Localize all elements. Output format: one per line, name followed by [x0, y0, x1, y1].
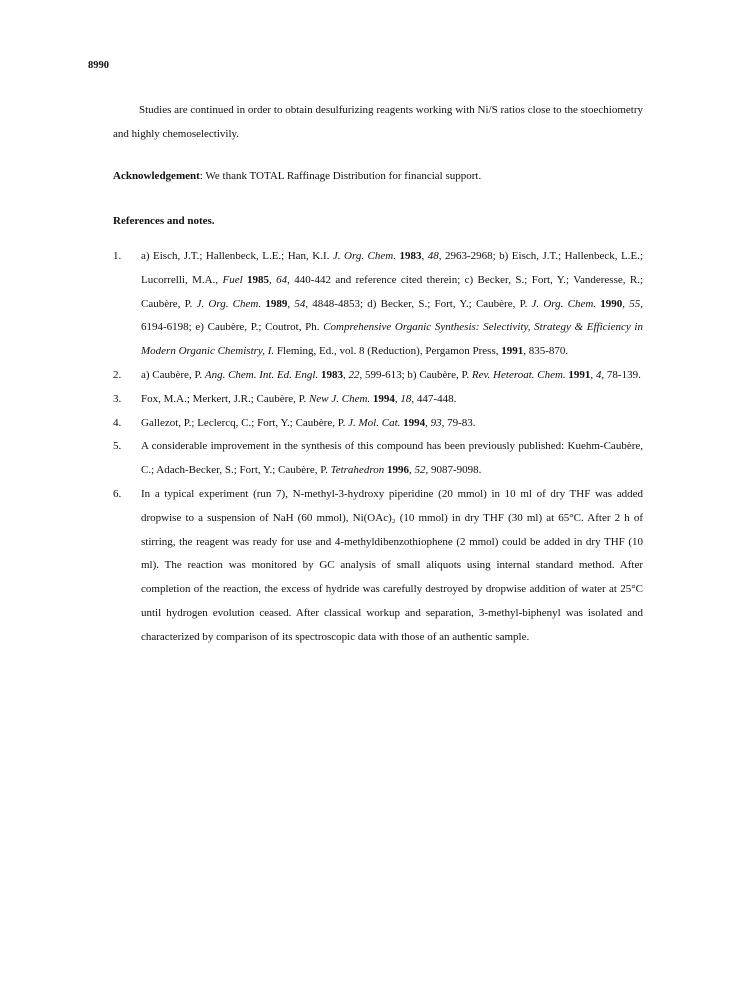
reference-text-run: J. Mol. Cat.: [348, 416, 401, 429]
reference-text-run: 1996: [386, 464, 409, 477]
reference-text-run: 4: [595, 368, 602, 381]
reference-text: [141, 417, 476, 429]
reference-text: [141, 440, 643, 476]
reference-item: [113, 412, 643, 436]
reference-number: 1.: [113, 250, 122, 262]
reference-text-run: J. Org. Chem.: [531, 297, 597, 310]
reference-text: [141, 250, 643, 357]
reference-text-run: 22: [348, 368, 360, 381]
reference-text-run: Ang. Chem. Int. Ed. Engl.: [204, 368, 319, 381]
reference-text-run: 1989: [265, 297, 288, 310]
reference-text-run: 1994: [403, 416, 426, 429]
reference-number: 6.: [113, 487, 122, 500]
reference-text-run: J. Org. Chem.: [196, 297, 262, 310]
references-heading-block: [113, 210, 643, 234]
reference-text-run: , 835-870.: [523, 345, 569, 358]
reference-text-run: 52: [414, 464, 426, 477]
reference-text: [141, 488, 643, 643]
reference-text-run: ,: [287, 297, 295, 310]
reference-text-run: ,: [425, 416, 431, 429]
reference-text-run: 54: [294, 297, 306, 310]
reference-text-run: 1991: [501, 345, 524, 358]
reference-text-run: ,: [408, 464, 415, 477]
reference-text-run: 1983: [320, 368, 343, 381]
reference-text-run: Comprehensive Organic Synthesis: Selectivity, Strategy & Efficiency in Modern Organic Chemistry, I.: [141, 321, 643, 358]
reference-text-run: ,: [269, 273, 277, 286]
reference-text-run: 1990: [600, 297, 623, 310]
reference-text-run: Fox, M.A.; Merkert, J.R.; Caubère, P.: [141, 392, 310, 405]
reference-text-run: ,: [622, 297, 630, 310]
reference-text-run: 64: [276, 273, 288, 286]
reference-number: 2.: [113, 368, 122, 381]
reference-text-run: New J. Chem.: [309, 392, 371, 405]
reference-text-run: Rev. Heteroat. Chem.: [471, 368, 566, 381]
reference-item: [113, 435, 643, 483]
reference-text-run: ,: [421, 250, 428, 262]
reference-text-run: 1991: [568, 368, 591, 381]
acknowledgement-block: [113, 165, 643, 189]
reference-text-run: , 9087-9098.: [425, 464, 482, 477]
reference-number: 3.: [113, 392, 122, 405]
reference-text-run: 48: [427, 250, 439, 262]
acknowledgement-text: : We thank TOTAL Raffinage Distribution for financial support.: [199, 170, 482, 182]
reference-number: 5.: [113, 440, 122, 453]
reference-item: [113, 245, 643, 364]
reference-text-run: 93: [430, 416, 442, 429]
acknowledgement-label: Acknowledgement: [113, 170, 200, 182]
reference-text-run: , 599-613; b) Caubère, P.: [359, 368, 472, 381]
reference-text-run: , 6194-6198; e) Caubère, P.; Coutrot, Ph.: [141, 297, 644, 334]
intro-paragraph: Studies are continued in order to obtain desulfurizing reagents working with Ni/S ratios close to the stoechiometry and highly chemoselectivily.: [113, 104, 643, 140]
reference-text-run: 18: [400, 392, 412, 405]
acknowledgement: [113, 165, 643, 189]
reference-text-run: ,: [394, 392, 401, 405]
reference-text-run: , 2963-2968; b) Eisch, J.T.; Hallenbeck, L.E.; Lucorrelli, M.A.,: [141, 250, 643, 286]
reference-text-run: 1983: [399, 250, 422, 262]
reference-text-run: Tetrahedron: [330, 464, 385, 477]
intro-paragraph-block: [113, 99, 643, 146]
reference-text-run: Fuel: [222, 273, 243, 286]
reference-text-run: Fleming, Ed., vol. 8 (Reduction), Pergamon Press,: [274, 345, 502, 358]
reference-text-run: A considerable improvement in the synthesis of this compound has been previously published: Kuehm-Caubère, C.; Adach-Becker, S.; Fort, Y.; Caubère, P.: [141, 440, 643, 477]
reference-text-run: , 79-83.: [441, 416, 476, 429]
reference-text: [141, 369, 641, 381]
reference-text-run: ,: [342, 368, 349, 381]
reference-number: 4.: [113, 416, 122, 429]
reference-text-run: J. Org. Chem.: [332, 250, 396, 262]
reference-item: [113, 364, 643, 388]
reference-text-run: 1985: [247, 273, 270, 286]
page-number: 8990: [88, 60, 109, 71]
reference-text: [141, 393, 456, 405]
reference-text-run: 55: [629, 297, 641, 310]
reference-text-run: , 78-139.: [601, 368, 641, 381]
references-heading: References and notes.: [113, 215, 215, 227]
reference-text-run: 1994: [372, 392, 395, 405]
reference-text-run: , 440-442 and reference cited therein; c) Becker, S.; Fort, Y.; Vanderesse, R.; Caubère, P.: [141, 273, 644, 310]
reference-text-run: Gallezot, P.; Leclercq, C.; Fort, Y.; Caubère, P.: [141, 416, 349, 429]
reference-text-run: a) Eisch, J.T.; Hallenbeck, L.E.; Han, K.I.: [141, 250, 333, 262]
reference-text-run: a) Caubère, P.: [141, 368, 205, 381]
reference-item: [113, 483, 643, 650]
reference-text-run: , 447-448.: [411, 392, 457, 405]
reference-text-run: In a typical experiment (run 7), N-methyl-3-hydroxy piperidine (20 mmol) in 10 ml of dry THF was added dropwise to a suspension of NaH (60 mmol), Ni(OAc)₂ (10 mmol) in dry THF (30 ml) at 65°C. After 2 h of stirring, the reagent was ready for use and 4-methyldibenzothiophene (2 mmol) could be added in dry THF (10 ml). The reaction was monitored by GC analysis of small aliquots using internal standard method. After completion of the reaction, the excess of hydride was carefully destroyed by dropwise addition of water at 25°C until hydrogen evolution ceased. After classical workup and separation, 3-methyl-biphenyl was isolated and characterized by comparison of its spectroscopic data with those of an authentic sample.: [141, 487, 643, 643]
reference-item: [113, 388, 643, 412]
reference-text-run: , 4848-4853; d) Becker, S.; Fort, Y.; Caubère, P.: [305, 297, 532, 310]
references-list: [113, 245, 643, 650]
reference-text-run: ,: [590, 368, 596, 381]
